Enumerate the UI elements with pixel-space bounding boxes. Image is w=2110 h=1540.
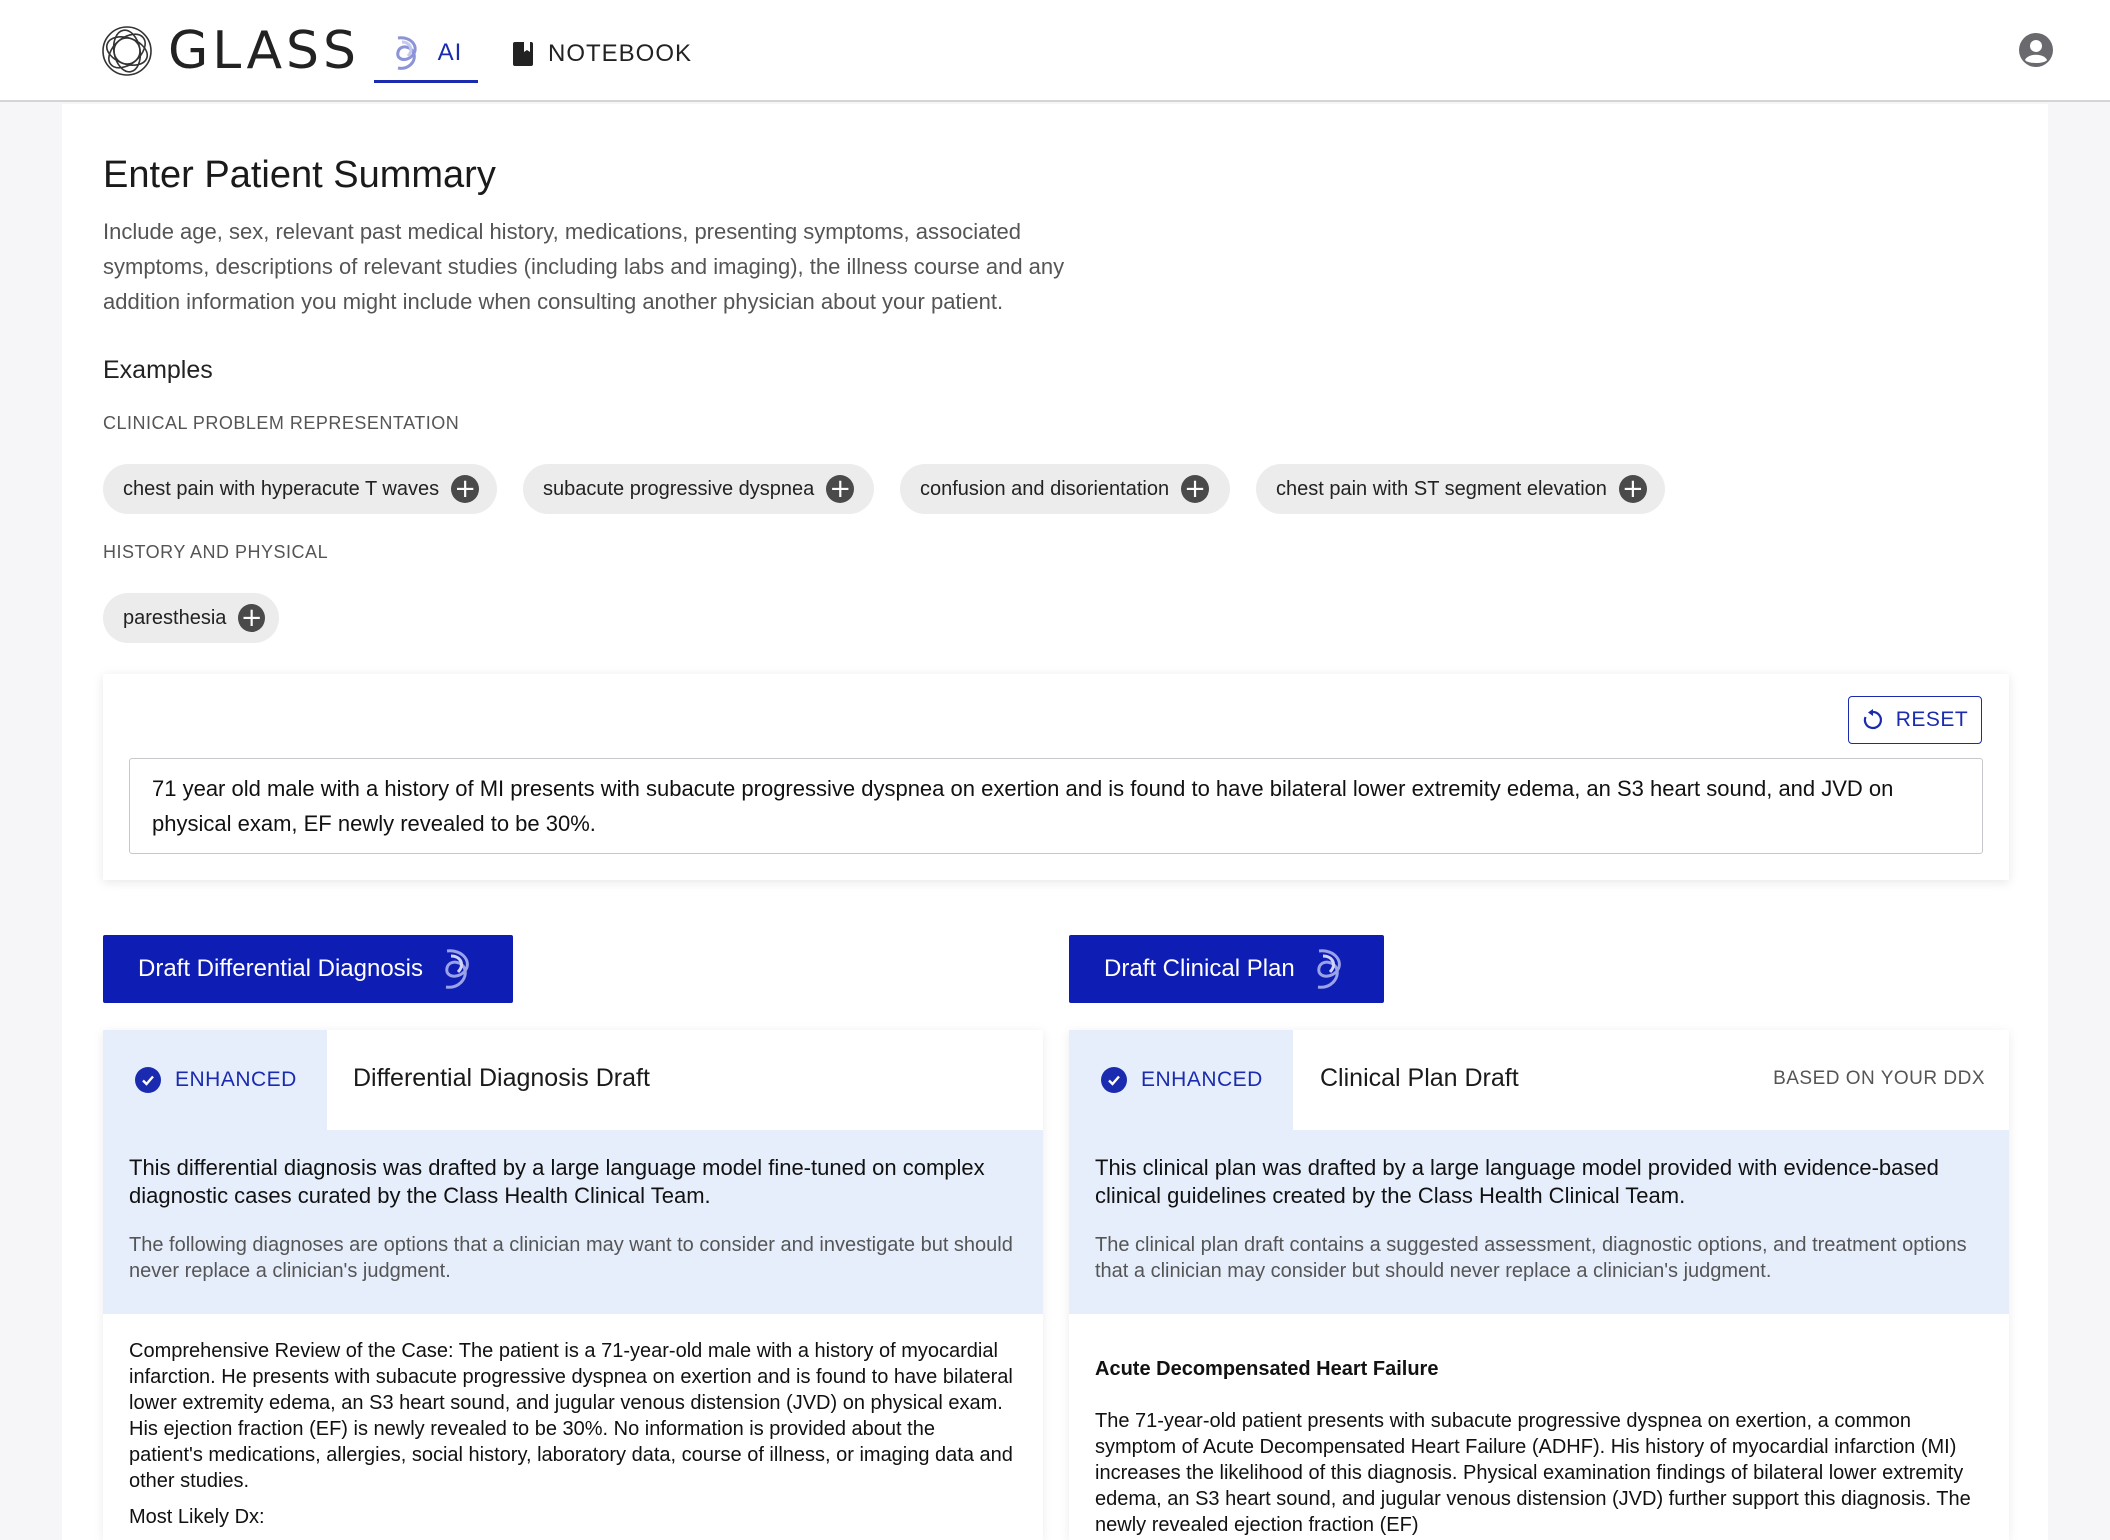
enhanced-label: ENHANCED	[175, 1068, 297, 1091]
enhanced-label: ENHANCED	[1141, 1068, 1263, 1091]
add-icon: +	[1181, 475, 1209, 503]
panel-header	[1069, 1030, 2009, 1130]
section-label-history-physical: HISTORY AND PHYSICAL	[103, 542, 329, 562]
add-icon: +	[451, 475, 479, 503]
reset-label: RESET	[1895, 708, 1969, 731]
chip-label: paresthesia	[123, 606, 227, 629]
example-chip[interactable]	[523, 464, 874, 514]
chip-label: chest pain with hyperacute T waves	[123, 477, 440, 500]
panel-body	[129, 1338, 1013, 1530]
plan-text: The 71-year-old patient presents with subacute progressive dyspnea on exertion, a common symptom of Acute Decompensated Heart Failure (ADHF). His history of myocardial infarction (MI) increases the likelihood of this diagnosis. Physical examination findings of bilateral lower extremity edema, an S3 heart sound, and jugular venous distension (JVD) further support this diagnosis. The newly revealed ejection fraction (EF)	[1095, 1410, 1971, 1536]
draft-clinical-plan-button[interactable]	[1069, 935, 1384, 1003]
ddx-review-text: Comprehensive Review of the Case: The patient is a 71-year-old male with a history of myocardial infarction. He presents with subacute progressive dyspnea on exertion and is found to have bilateral lower extremity edema, an S3 heart sound, and jugular venous distension (JVD) on physical exam. His ejection fraction (EF) is newly revealed to be 30%. No information is provided about the patient's medications, allergies, social history, laboratory data, course of illness, or imaging data and other studies.	[129, 1340, 1013, 1492]
chip-label: chest pain with ST segment elevation	[1276, 477, 1607, 500]
clinical-plan-panel	[1069, 1030, 2009, 1540]
ai-swirl-icon	[390, 34, 424, 72]
tab-ai[interactable]	[374, 26, 478, 83]
ai-swirl-icon	[1309, 947, 1349, 991]
section-label-clinical-problem: CLINICAL PROBLEM REPRESENTATION	[103, 413, 460, 433]
panel-header	[103, 1030, 1043, 1130]
draft-differential-diagnosis-button[interactable]	[103, 935, 513, 1003]
panel-body	[1095, 1346, 1979, 1538]
disclaimer-primary: This clinical plan was drafted by a large language model provided with evidence-based clinical guidelines created by the Class Health Clinical Team.	[1095, 1155, 1939, 1208]
page-description: Include age, sex, relevant past medical history, medications, presenting symptoms, associated symptoms, descriptions of relevant studies (including labs and imaging), the illness course and any addition information you might include when consulting another physician about your patient.	[103, 219, 1065, 314]
top-navigation-bar	[0, 0, 2110, 102]
panel-disclaimer	[103, 1130, 1043, 1314]
enhanced-tab[interactable]	[103, 1030, 327, 1130]
add-icon: +	[238, 604, 265, 632]
differential-diagnosis-panel	[103, 1030, 1043, 1540]
panel-meta: BASED ON YOUR DDX	[1773, 1068, 1985, 1089]
draft-plan-label: Draft Clinical Plan	[1104, 955, 1295, 982]
disclaimer-primary: This differential diagnosis was drafted by a large language model fine-tuned on complex diagnostic cases curated by the Class Health Clinical Team.	[129, 1155, 985, 1208]
reset-icon	[1862, 709, 1884, 731]
page-title: Enter Patient Summary	[103, 154, 496, 196]
panel-title: Differential Diagnosis Draft	[353, 1064, 650, 1092]
chip-label: subacute progressive dyspnea	[543, 477, 815, 500]
patient-summary-input[interactable]: 71 year old male with a history of MI presents with subacute progressive dyspnea on exertion and is found to have bilateral lower extremity edema, an S3 heart sound, and JVD on physical exam, EF newly revealed to be 30%.	[129, 758, 1983, 854]
tab-ai-label: AI	[437, 39, 463, 66]
enhanced-tab[interactable]	[1069, 1030, 1293, 1130]
account-icon[interactable]	[2018, 32, 2054, 68]
tab-notebook[interactable]	[512, 26, 692, 82]
tab-notebook-label: NOTEBOOK	[548, 40, 693, 67]
notebook-icon	[512, 41, 534, 67]
ddx-most-likely-label: Most Likely Dx:	[129, 1506, 265, 1528]
disclaimer-secondary: The following diagnoses are options that a clinician may want to consider and investigate but should never replace a clinician's judgment.	[129, 1234, 1013, 1282]
example-chip[interactable]	[900, 464, 1230, 514]
draft-ddx-label: Draft Differential Diagnosis	[138, 955, 424, 982]
chip-label: confusion and disorientation	[920, 477, 1170, 500]
plan-heading: Acute Decompensated Heart Failure	[1095, 1358, 1439, 1380]
disclaimer-secondary: The clinical plan draft contains a suggested assessment, diagnostic options, and treatment options that a clinician may consider but should never replace a clinician's judgment.	[1095, 1234, 1967, 1282]
add-icon: +	[826, 475, 854, 503]
add-icon: +	[1619, 475, 1647, 503]
reset-button[interactable]	[1848, 696, 1982, 744]
example-chip[interactable]	[103, 593, 279, 643]
panel-disclaimer	[1069, 1130, 2009, 1314]
example-chip[interactable]	[103, 464, 497, 514]
check-icon	[135, 1067, 161, 1093]
glass-logo[interactable]	[100, 21, 361, 81]
ai-swirl-icon	[437, 947, 477, 991]
examples-heading: Examples	[103, 356, 213, 384]
check-icon	[1101, 1067, 1127, 1093]
logo-text: GLASS	[168, 21, 361, 81]
glass-logo-icon	[100, 24, 154, 78]
panel-title: Clinical Plan Draft	[1320, 1064, 1519, 1092]
example-chip[interactable]	[1256, 464, 1665, 514]
